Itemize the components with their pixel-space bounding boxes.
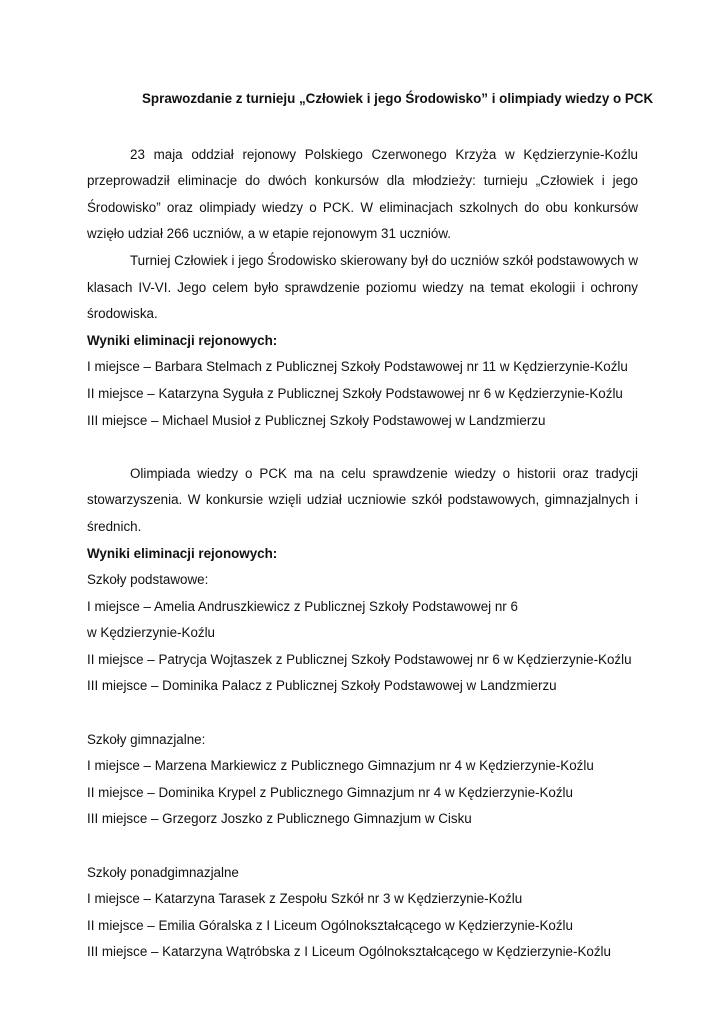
tournament-place-3: III miejsce – Michael Musioł z Publicznej Szkoły Podstawowej w Landzmierzu [87, 412, 546, 428]
secondary-place-1: I miejsce – Katarzyna Tarasek z Zespołu Szkół nr 3 w Kędzierzynie-Koźlu [87, 891, 523, 907]
secondary-schools-label: Szkoły ponadgimnazjalne [87, 864, 239, 880]
secondary-place-3: III miejsce – Katarzyna Wątróbska z I Liceum Ogólnokształcącego w Kędzierzynie-Koźlu [87, 944, 611, 960]
middle-schools-label: Szkoły gimnazjalne: [87, 731, 206, 747]
spacer [87, 833, 638, 860]
document-body [87, 86, 654, 966]
primary-place-1-continuation: w Kędzierzynie-Koźlu [87, 625, 216, 641]
primary-place-3: III miejsce – Dominika Palacz z Publicznej Szkoły Podstawowej w Landzmierzu [87, 678, 557, 694]
tournament-paragraph: Turniej Człowiek i jego Środowisko skierowany był do uczniów szkół podstawowych w klasach IV-VI. Jego celem było sprawdzenie poziomu wiedzy na temat ekologii i ochrony środowiska. [87, 252, 638, 322]
tournament-place-1: I miejsce – Barbara Stelmach z Publicznej Szkoły Podstawowej nr 11 w Kędzierzynie-Koźlu [87, 359, 628, 375]
spacer [87, 700, 638, 727]
olympiad-results-heading: Wyniki eliminacji rejonowych: [87, 545, 278, 561]
olympiad-paragraph: Olimpiada wiedzy o PCK ma na celu sprawdzenie wiedzy o historii oraz tradycji stowarzyszenia. W konkursie wzięli udział uczniowie szkół podstawowych, gimnazjalnych i średnich. [87, 465, 638, 534]
intro-paragraph: 23 maja oddział rejonowy Polskiego Czerwonego Krzyża w Kędzierzynie-Koźlu przeprowadził eliminacje do dwóch konkursów dla młodzieży: turnieju „Człowiek i jego Środowisko” oraz olimpiady wiedzy o PCK. W eliminacjach szkolnych do obu konkursów wzięło udział 266 uczniów, a w etapie rejonowym 31 uczniów. [87, 146, 638, 242]
secondary-place-2: II miejsce – Emilia Góralska z I Liceum Ogólnokształcącego w Kędzierzynie-Koźlu [87, 917, 573, 933]
document-title: Sprawozdanie z turnieju „Człowiek i jego Środowisko” i olimpiady wiedzy o PCK [142, 91, 654, 106]
primary-place-2: II miejsce – Patrycja Wojtaszek z Publicznej Szkoły Podstawowej nr 6 w Kędzierzynie-Koźlu [87, 651, 632, 667]
middle-place-3: III miejsce – Grzegorz Joszko z Publicznego Gimnazjum w Cisku [87, 811, 472, 827]
primary-place-1: I miejsce – Amelia Andruszkiewicz z Publicznej Szkoły Podstawowej nr 6 [87, 598, 518, 614]
tournament-place-2: II miejsce – Katarzyna Syguła z Publicznej Szkoły Podstawowej nr 6 w Kędzierzynie-Koźlu [87, 385, 623, 401]
middle-place-2: II miejsce – Dominika Krypel z Publicznego Gimnazjum nr 4 w Kędzierzynie-Koźlu [87, 784, 573, 800]
tournament-results-heading: Wyniki eliminacji rejonowych: [87, 332, 278, 348]
primary-schools-label: Szkoły podstawowe: [87, 572, 209, 588]
spacer [87, 434, 638, 461]
middle-place-1: I miejsce – Marzena Markiewicz z Publicznego Gimnazjum nr 4 w Kędzierzynie-Koźlu [87, 758, 594, 774]
